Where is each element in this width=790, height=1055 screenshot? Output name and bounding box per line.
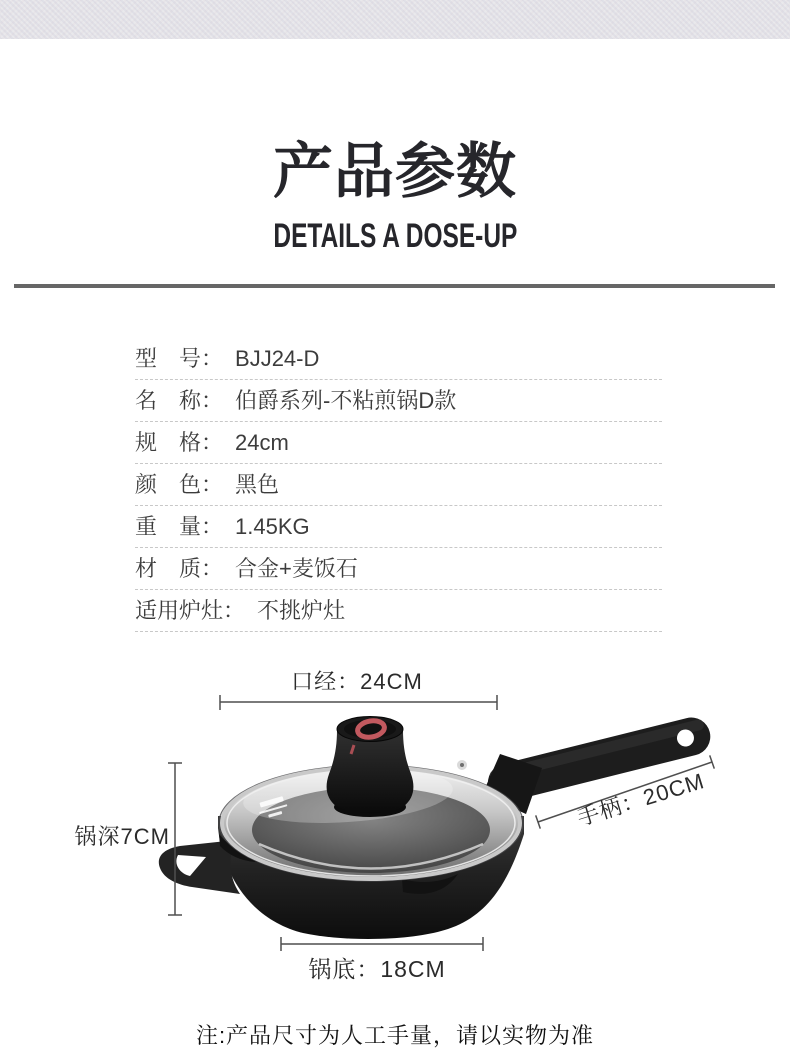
spec-label: 重 量： (135, 514, 224, 539)
spec-value: 黑色 (235, 472, 280, 497)
dimension-label-depth: 锅深7CM (74, 824, 170, 849)
spec-value: 伯爵系列-不粘煎锅D款 (235, 388, 457, 413)
header-divider (14, 284, 775, 288)
section-header (0, 138, 790, 255)
dimension-line-bottom (281, 937, 483, 951)
spec-value: 1.45KG (235, 514, 310, 539)
page-subtitle-text: DETAILS A DOSE-UP (273, 217, 517, 255)
dimension-line-left (168, 763, 182, 915)
lid-knob (327, 730, 414, 814)
dimension-label-diameter: 口经：24CM (291, 669, 423, 694)
table-row (135, 422, 662, 464)
dimension-label-base: 锅底：18CM (308, 956, 446, 982)
top-texture-band (0, 0, 790, 39)
table-row (135, 548, 662, 590)
spec-value: 合金+麦饭石 (235, 556, 358, 581)
page-subtitle (0, 219, 790, 253)
table-row (135, 506, 662, 548)
dimension-line-top (220, 695, 497, 710)
spec-table (135, 338, 662, 632)
steam-vent-center (460, 763, 464, 767)
dimension-label-handle: 手柄：20CM (574, 768, 708, 831)
spec-label: 名 称： (135, 388, 224, 413)
spec-value: 不挑炉灶 (257, 598, 346, 623)
spec-value: 24cm (235, 430, 289, 455)
spec-value: BJJ24-D (235, 346, 320, 371)
spec-label: 材 质： (135, 556, 224, 581)
table-row (135, 338, 662, 380)
table-row (135, 590, 662, 632)
table-row (135, 464, 662, 506)
spec-label: 适用炉灶： (135, 598, 246, 623)
spec-label: 规 格： (135, 430, 224, 455)
product-dimension-figure (0, 650, 790, 1010)
page-title: 产品参数 (273, 138, 517, 205)
measurement-disclaimer: 注:产品尺寸为人工手量，请以实物为准 (195, 1023, 595, 1048)
spec-label: 型 号： (135, 346, 224, 371)
spec-label: 颜 色： (135, 472, 224, 497)
table-row (135, 380, 662, 422)
